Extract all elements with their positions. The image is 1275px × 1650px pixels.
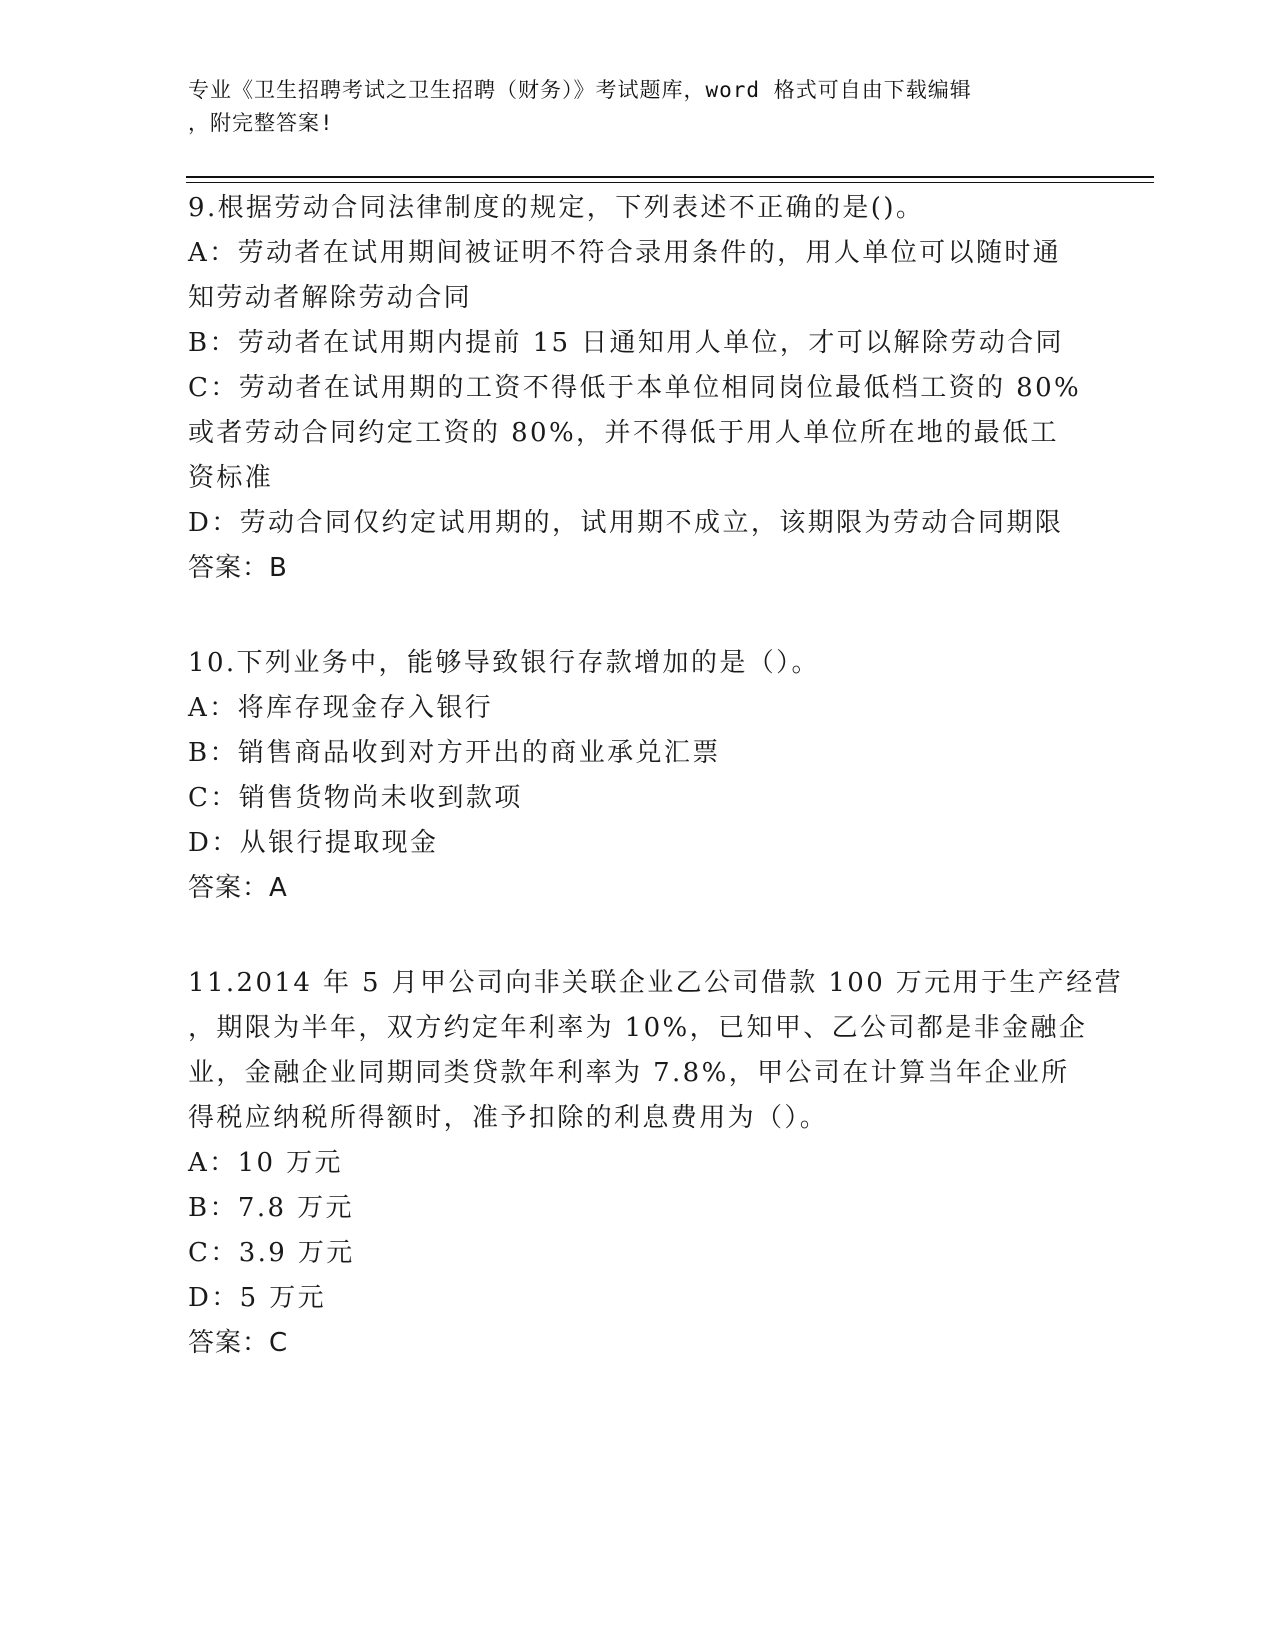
option-line: A：劳动者在试用期间被证明不符合录用条件的，用人单位可以随时通: [188, 238, 1062, 268]
option-line: D：5 万元: [188, 1283, 327, 1313]
option-b: [188, 321, 1088, 366]
answer-line: 答案：A: [188, 873, 288, 903]
question-stem: ，期限为半年，双方约定年利率为 10%，已知甲、乙公司都是非金融企: [188, 1013, 1088, 1043]
option-c: [188, 366, 1088, 501]
question-stem: 业，金融企业同期同类贷款年利率为 7.8%，甲公司在计算当年企业所: [188, 1058, 1070, 1088]
option-line: 知劳动者解除劳动合同: [188, 283, 473, 313]
question-stem: 9.根据劳动合同法律制度的规定，下列表述不正确的是()。: [188, 193, 925, 223]
header-line: ，附完整答案!: [188, 111, 334, 135]
question-stem: 得税应纳税所得额时，准予扣除的利息费用为（）。: [188, 1103, 829, 1133]
option-c: [188, 776, 1088, 821]
question-11: [188, 961, 1124, 1366]
option-line: A：10 万元: [188, 1148, 343, 1178]
option-line: C：劳动者在试用期的工资不得低于本单位相同岗位最低档工资的 80%: [188, 373, 1082, 403]
option-line: A：将库存现金存入银行: [188, 693, 494, 723]
question-stem: 11.2014 年 5 月甲公司向非关联企业乙公司借款 100 万元用于生产经营: [188, 968, 1124, 998]
header-divider-thick: [186, 176, 1154, 178]
option-a: [188, 1141, 1088, 1186]
option-a: [188, 231, 1088, 321]
option-a: [188, 686, 1088, 731]
option-d: [188, 1276, 1088, 1321]
option-line: B：7.8 万元: [188, 1193, 354, 1223]
document-header: [188, 74, 1068, 140]
question-list: [188, 186, 1124, 1366]
option-d: [188, 821, 1088, 866]
answer-line: 答案：C: [188, 1328, 289, 1358]
option-line: B：劳动者在试用期内提前 15 日通知用人单位，才可以解除劳动合同: [188, 328, 1064, 358]
option-line: D：从银行提取现金: [188, 828, 439, 858]
option-b: [188, 1186, 1088, 1231]
option-c: [188, 1231, 1088, 1276]
question-stem: 10.下列业务中，能够导致银行存款增加的是（）。: [188, 648, 820, 678]
option-line: D：劳动合同仅约定试用期的，试用期不成立，该期限为劳动合同期限: [188, 508, 1064, 538]
option-line: 或者劳动合同约定工资的 80%，并不得低于用人单位所在地的最低工: [188, 418, 1059, 448]
option-b: [188, 731, 1088, 776]
option-line: B：销售商品收到对方开出的商业承兑汇票: [188, 738, 721, 768]
header-divider-thin: [186, 182, 1154, 183]
question-10: [188, 641, 1088, 911]
answer-line: 答案：B: [188, 553, 288, 583]
option-line: C：3.9 万元: [188, 1238, 355, 1268]
question-9: [188, 186, 1088, 591]
option-d: [188, 501, 1088, 546]
option-line: 资标准: [188, 463, 274, 493]
header-line: 专业《卫生招聘考试之卫生招聘（财务）》考试题库，word 格式可自由下载编辑: [188, 78, 972, 102]
option-line: C：销售货物尚未收到款项: [188, 783, 523, 813]
